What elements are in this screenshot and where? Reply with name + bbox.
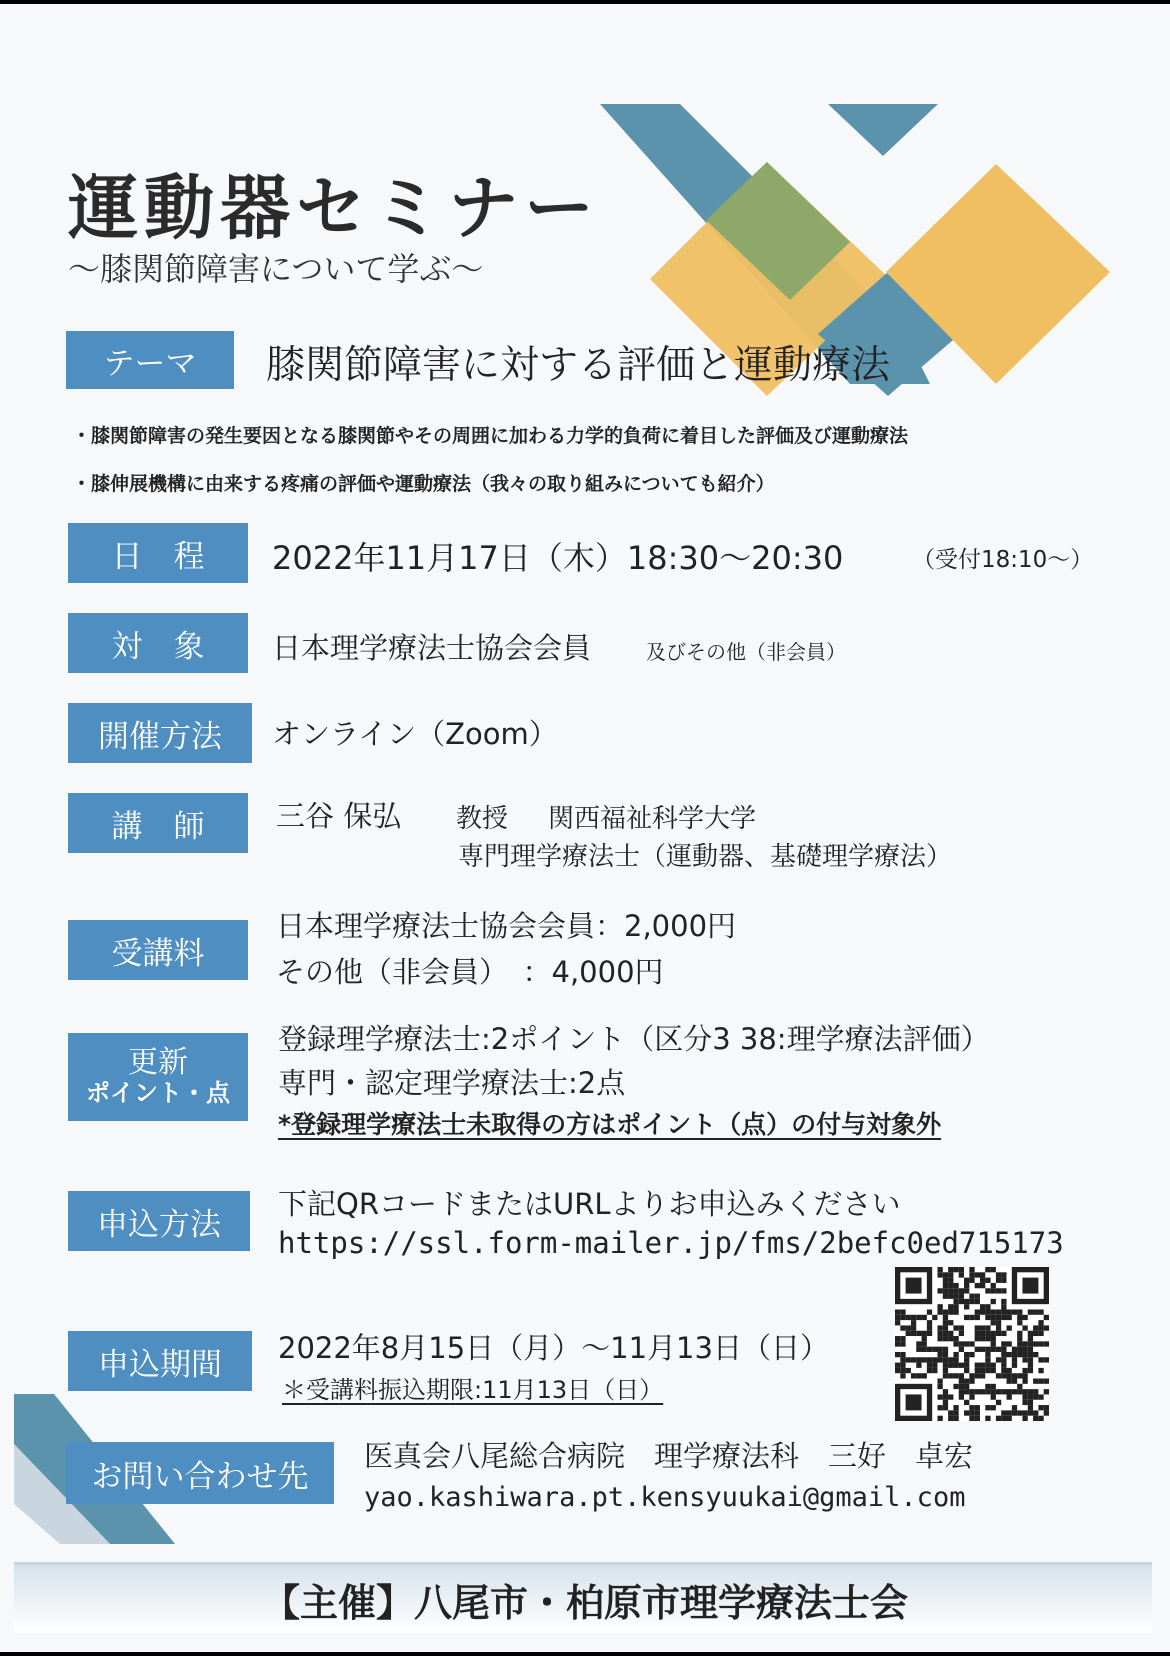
fee-line-2: その他（非会員） ：4,000円 xyxy=(276,955,664,989)
points-label xyxy=(68,1033,248,1121)
organizer-footer: 【主催】八尾市・柏原市理学療法士会 xyxy=(261,1581,908,1625)
points-line-1: 登録理学療法士:2ポイント（区分3 38:理学療法評価） xyxy=(278,1022,990,1056)
contact-org: 医真会八尾総合病院 理学療法科 三好 卓宏 xyxy=(364,1439,974,1473)
lecturer-specialty: 専門理学療法士（運動器、基礎理学療法） xyxy=(458,842,953,872)
target-value: 日本理学療法士協会会員 xyxy=(272,631,592,665)
theme-bullet-1: ・膝関節障害の発生要因となる膝関節やその周囲に加わる力学的負荷に着目した評価及び運動療法 xyxy=(72,425,909,447)
method-value: オンライン（Zoom） xyxy=(272,717,558,751)
points-label-line-2: ポイント・点 xyxy=(86,1079,230,1108)
points-note: *登録理学療法士未取得の方はポイント（点）の付与対象外 xyxy=(278,1110,942,1139)
contact-label: お問い合わせ先 xyxy=(66,1442,334,1504)
apply-label: 申込方法 xyxy=(68,1191,250,1251)
points-label-line-1: 更新 xyxy=(128,1044,188,1080)
fee-label: 受講料 xyxy=(68,920,248,980)
target-note: 及びその他（非会員） xyxy=(646,640,846,664)
lecturer-label: 講 師 xyxy=(68,793,248,853)
period-note: ＊受講料振込期限:11月13日（日） xyxy=(282,1376,664,1404)
apply-instruction: 下記QRコードまたはURLよりお申込みください xyxy=(278,1187,901,1221)
period-value: 2022年8月15日（月）～11月13日（日） xyxy=(278,1331,829,1365)
page-subtitle: ～膝関節障害について学ぶ～ xyxy=(68,250,484,288)
period-label: 申込期間 xyxy=(68,1331,252,1391)
points-line-2: 専門・認定理学療法士:2点 xyxy=(278,1066,626,1100)
contact-email[interactable]: yao.kashiwara.pt.kensyuukai@gmail.com xyxy=(364,1482,966,1513)
teal-top-triangle xyxy=(828,104,938,156)
theme-bullet-2: ・膝伸展機構に由来する疼痛の評価や運動療法（我々の取り組みについても紹介） xyxy=(72,473,775,495)
lecturer-title: 教授 xyxy=(456,804,509,834)
lecturer-affiliation: 関西福祉科学大学 xyxy=(548,804,757,834)
target-label: 対 象 xyxy=(68,613,248,673)
schedule-value: 2022年11月17日（木）18:30～20:30 xyxy=(272,539,844,577)
theme-value: 膝関節障害に対する評価と運動療法 xyxy=(266,343,891,388)
fee-line-1: 日本理学療法士協会会員：2,000円 xyxy=(276,909,737,943)
lecturer-name: 三谷 保弘 xyxy=(276,799,402,833)
schedule-label: 日 程 xyxy=(68,523,248,583)
schedule-note: （受付18:10～） xyxy=(912,547,1094,573)
qr-code-icon[interactable] xyxy=(895,1267,1049,1421)
method-label: 開催方法 xyxy=(68,703,252,763)
apply-url[interactable]: https://ssl.form-mailer.jp/fms/2befc0ed715173 xyxy=(278,1226,1064,1260)
flyer-page xyxy=(0,4,1170,1652)
page-title: 運動器セミナー xyxy=(68,167,600,249)
theme-label: テーマ xyxy=(66,331,234,389)
